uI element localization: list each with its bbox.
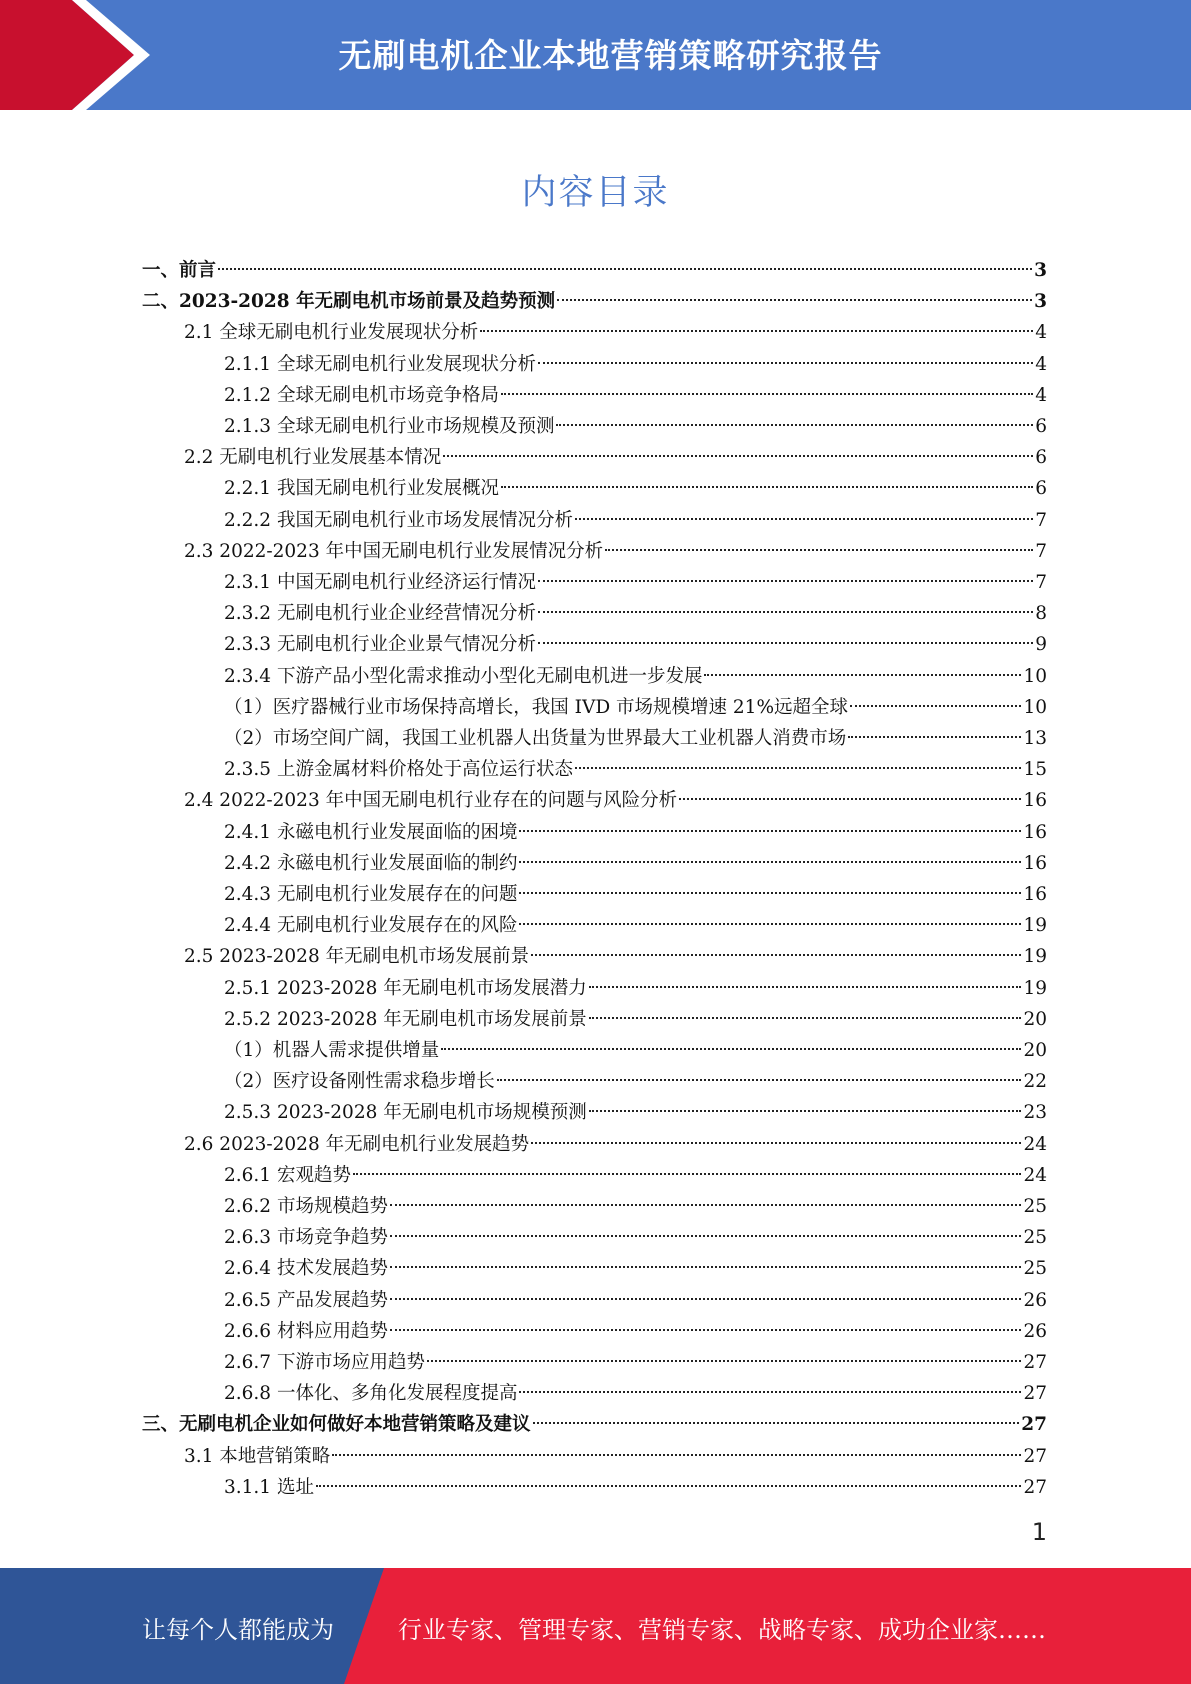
toc-entry-page: 25: [1023, 1227, 1047, 1249]
toc-leader-dots: [332, 1454, 1021, 1456]
toc-entry-page: 20: [1023, 1008, 1047, 1030]
toc-entry[interactable]: [224, 1222, 1047, 1253]
toc-leader-dots: [501, 393, 1033, 395]
toc-entry[interactable]: [224, 1316, 1047, 1347]
toc-leader-dots: [390, 1329, 1021, 1331]
toc-entry-label: 2.4.1 永磁电机行业发展面临的困境: [224, 821, 518, 843]
toc-entry-page: 4: [1035, 322, 1047, 344]
toc-entry-label: 2.1 全球无刷电机行业发展现状分析: [184, 322, 479, 344]
toc-entry-label: 2.6.5 产品发展趋势: [224, 1289, 388, 1311]
footer-slogan-right: 行业专家、管理专家、营销专家、战略专家、成功企业家……: [398, 1616, 1046, 1644]
toc-leader-dots: [501, 486, 1033, 488]
toc-entry-label: 2.5.2 2023-2028 年无刷电机市场发展前景: [224, 1008, 587, 1030]
toc-entry-label: 2.5 2023-2028 年无刷电机市场发展前景: [184, 946, 530, 968]
toc-entry-label: 3.1.1 选址: [224, 1476, 314, 1498]
toc-entry-page: 19: [1023, 915, 1047, 937]
toc-entry-page: 24: [1023, 1133, 1047, 1155]
header-banner: [0, 0, 1191, 110]
toc-entry[interactable]: [224, 879, 1047, 910]
toc-entry-page: 16: [1023, 790, 1047, 812]
toc-leader-dots: [390, 1204, 1021, 1206]
toc-entry-page: 15: [1023, 759, 1047, 781]
toc-entry-label: 2.6.3 市场竞争趋势: [224, 1227, 388, 1249]
toc-entry[interactable]: [184, 785, 1047, 816]
toc-entry-page: 4: [1035, 353, 1047, 375]
toc-entry-page: 7: [1035, 540, 1047, 562]
toc-leader-dots: [557, 299, 1032, 301]
toc-entry-label: 2.3.3 无刷电机行业企业景气情况分析: [224, 634, 536, 656]
toc-leader-dots: [538, 580, 1033, 582]
toc-entry-label: 2.5.1 2023-2028 年无刷电机市场发展潜力: [224, 977, 587, 999]
toc-leader-dots: [848, 736, 1021, 738]
toc-heading: 内容目录: [521, 173, 670, 213]
toc-entry[interactable]: [224, 1472, 1047, 1503]
toc-leader-dots: [533, 1422, 1020, 1424]
toc-entry-page: 16: [1023, 852, 1047, 874]
toc-entry-page: 9: [1035, 634, 1047, 656]
toc-leader-dots: [589, 1017, 1022, 1019]
toc-entry-label: 2.6.4 技术发展趋势: [224, 1258, 388, 1280]
toc-entry-page: 27: [1021, 1414, 1047, 1436]
toc-entry-label: 2.1.2 全球无刷电机市场竞争格局: [224, 384, 499, 406]
toc-entry-label: 3.1 本地营销策略: [184, 1445, 331, 1467]
toc-entry-label: 2.3 2022-2023 年中国无刷电机行业发展情况分析: [184, 540, 604, 562]
toc-entry-page: 26: [1023, 1289, 1047, 1311]
toc-entry[interactable]: [224, 380, 1047, 411]
toc-leader-dots: [605, 549, 1033, 551]
toc-entry[interactable]: [224, 1004, 1047, 1035]
toc-entry-page: 26: [1023, 1320, 1047, 1342]
toc-entry-page: 19: [1023, 946, 1047, 968]
toc-entry-label: 一、前言: [142, 260, 217, 281]
toc-entry-page: 22: [1023, 1071, 1047, 1093]
toc-leader-dots: [441, 1048, 1021, 1050]
footer-banner: [0, 1568, 1191, 1684]
toc-entry[interactable]: [184, 941, 1047, 972]
toc-leader-dots: [850, 705, 1021, 707]
toc-leader-dots: [390, 1266, 1021, 1268]
toc-entry-page: 3: [1034, 260, 1047, 281]
toc-leader-dots: [679, 798, 1021, 800]
toc-leader-dots: [531, 954, 1021, 956]
toc-leader-dots: [443, 455, 1033, 457]
toc-leader-dots: [538, 362, 1033, 364]
toc-entry[interactable]: [224, 723, 1047, 754]
toc-entry[interactable]: [224, 1285, 1047, 1316]
toc-entry[interactable]: [184, 1441, 1047, 1472]
toc-entry[interactable]: [224, 910, 1047, 941]
toc-entry[interactable]: [224, 1066, 1047, 1097]
toc-entry[interactable]: [184, 317, 1047, 348]
toc-entry-page: 19: [1023, 977, 1047, 999]
toc-entry[interactable]: [224, 349, 1047, 380]
toc-entry-page: 27: [1023, 1383, 1047, 1405]
toc-entry-label: 2.3.2 无刷电机行业企业经营情况分析: [224, 603, 536, 625]
toc-leader-dots: [589, 986, 1022, 988]
toc-entry[interactable]: [224, 692, 1047, 723]
toc-entry[interactable]: [142, 1409, 1047, 1440]
toc-entry-label: 2.6.8 一体化、多角化发展程度提高: [224, 1383, 518, 1405]
toc-entry[interactable]: [224, 598, 1047, 629]
toc-entry-label: 2.6.7 下游市场应用趋势: [224, 1352, 425, 1373]
toc-leader-dots: [538, 611, 1033, 613]
toc-entry-label: 2.4.3 无刷电机行业发展存在的问题: [224, 884, 518, 905]
toc-entry-label: 2.3.1 中国无刷电机行业经济运行情况: [224, 572, 536, 593]
toc-leader-dots: [519, 892, 1021, 894]
toc-entry[interactable]: [224, 567, 1047, 598]
toc-leader-dots: [218, 268, 1032, 270]
toc-entry[interactable]: [224, 1160, 1047, 1191]
toc-entry-page: 3: [1034, 291, 1047, 313]
footer-slogan-left: 让每个人都能成为: [142, 1616, 334, 1644]
toc-entry-label: （2）医疗设备刚性需求稳步增长: [224, 1071, 495, 1093]
toc-entry[interactable]: [184, 536, 1047, 567]
toc-entry-page: 4: [1035, 384, 1047, 406]
toc-entry[interactable]: [142, 255, 1047, 286]
toc-entry[interactable]: [224, 754, 1047, 785]
toc-entry-label: 2.6.1 宏观趋势: [224, 1164, 351, 1186]
toc-leader-dots: [519, 861, 1021, 863]
toc-entry-label: 2.1.3 全球无刷电机行业市场规模及预测: [224, 416, 555, 437]
toc-entry-page: 27: [1023, 1476, 1047, 1498]
toc-leader-dots: [519, 830, 1021, 832]
report-title: 无刷电机企业本地营销策略研究报告: [338, 36, 883, 75]
toc-leader-dots: [353, 1173, 1022, 1175]
toc-entry-label: 2.6.2 市场规模趋势: [224, 1196, 388, 1217]
toc-entry-page: 23: [1023, 1102, 1047, 1124]
toc-entry[interactable]: [224, 661, 1047, 692]
toc-leader-dots: [316, 1485, 1022, 1487]
toc-entry-page: 8: [1035, 603, 1047, 625]
toc-entry-page: 6: [1035, 478, 1047, 500]
toc-entry-page: 6: [1035, 416, 1047, 437]
toc-entry-label: （2）市场空间广阔，我国工业机器人出货量为世界最大工业机器人消费市场: [224, 728, 847, 749]
toc-leader-dots: [427, 1360, 1021, 1362]
toc-entry-page: 27: [1023, 1352, 1047, 1373]
toc-entry-label: （1）医疗器械行业市场保持高增长，我国 IVD 市场规模增速 21%远超全球: [224, 696, 849, 718]
toc-entry-page: 13: [1023, 728, 1047, 749]
toc-leader-dots: [390, 1298, 1021, 1300]
toc-entry[interactable]: [224, 411, 1047, 442]
toc-entry[interactable]: [184, 442, 1047, 473]
toc-entry-label: 2.6 2023-2028 年无刷电机行业发展趋势: [184, 1133, 530, 1155]
toc-entry[interactable]: [224, 1035, 1047, 1066]
toc-leader-dots: [556, 424, 1033, 426]
toc-entry[interactable]: [224, 1378, 1047, 1409]
toc-entry-label: 2.3.5 上游金属材料价格处于高位运行状态: [224, 759, 573, 781]
toc-entry-label: 2.2.2 我国无刷电机行业市场发展情况分析: [224, 509, 573, 531]
toc-entry-label: 2.2.1 我国无刷电机行业发展概况: [224, 478, 499, 500]
toc-entry-label: 2.2 无刷电机行业发展基本情况: [184, 447, 442, 469]
toc-leader-dots: [589, 1110, 1022, 1112]
toc-entry-label: 2.4 2022-2023 年中国无刷电机行业存在的问题与风险分析: [184, 790, 678, 812]
toc-entry-page: 24: [1023, 1164, 1047, 1186]
toc-entry[interactable]: [224, 473, 1047, 504]
toc-entry[interactable]: [224, 1191, 1047, 1222]
toc-entry[interactable]: [224, 817, 1047, 848]
toc-entry[interactable]: [184, 1129, 1047, 1160]
toc-entry[interactable]: [224, 1097, 1047, 1128]
toc-entry-label: 2.6.6 材料应用趋势: [224, 1320, 388, 1342]
toc-leader-dots: [538, 642, 1033, 644]
toc-leader-dots: [575, 767, 1021, 769]
toc-entry-page: 25: [1023, 1258, 1047, 1280]
toc-entry[interactable]: [142, 286, 1047, 317]
toc-entry-label: 2.4.2 永磁电机行业发展面临的制约: [224, 852, 518, 874]
toc-entry[interactable]: [224, 973, 1047, 1004]
toc-entry-label: 2.4.4 无刷电机行业发展存在的风险: [224, 915, 518, 937]
toc-entry-label: 2.1.1 全球无刷电机行业发展现状分析: [224, 353, 536, 375]
toc-entry[interactable]: [224, 629, 1047, 660]
toc-leader-dots: [519, 1391, 1021, 1393]
toc-entry-page: 7: [1035, 572, 1047, 593]
toc-entry-label: （1）机器人需求提供增量: [224, 1040, 440, 1061]
toc-entry-label: 三、无刷电机企业如何做好本地营销策略及建议: [142, 1414, 531, 1436]
toc-entry[interactable]: [224, 1253, 1047, 1284]
toc-entry-page: 20: [1023, 1040, 1047, 1061]
toc-leader-dots: [480, 330, 1033, 332]
toc-entry-page: 10: [1023, 665, 1047, 687]
toc-leader-dots: [575, 518, 1033, 520]
toc-leader-dots: [531, 1142, 1021, 1144]
toc-entry-page: 25: [1023, 1196, 1047, 1217]
toc-entry-label: 2.5.3 2023-2028 年无刷电机市场规模预测: [224, 1102, 587, 1124]
toc-entry-page: 27: [1023, 1445, 1047, 1467]
toc-entry-label: 二、2023-2028 年无刷电机市场前景及趋势预测: [142, 291, 556, 313]
toc-leader-dots: [390, 1235, 1021, 1237]
toc-entry[interactable]: [224, 505, 1047, 536]
toc-entry[interactable]: [224, 1347, 1047, 1378]
toc-leader-dots: [497, 1079, 1022, 1081]
toc-leader-dots: [519, 923, 1021, 925]
toc-leader-dots: [704, 674, 1021, 676]
toc-entry[interactable]: [224, 848, 1047, 879]
toc-entry-label: 2.3.4 下游产品小型化需求推动小型化无刷电机进一步发展: [224, 665, 703, 687]
page-number: 1: [1031, 1518, 1047, 1546]
toc-entry-page: 7: [1035, 509, 1047, 531]
toc-entry-page: 10: [1023, 696, 1047, 718]
toc-entry-page: 16: [1023, 884, 1047, 905]
toc-entry-page: 6: [1035, 447, 1047, 469]
toc-entry-page: 16: [1023, 821, 1047, 843]
